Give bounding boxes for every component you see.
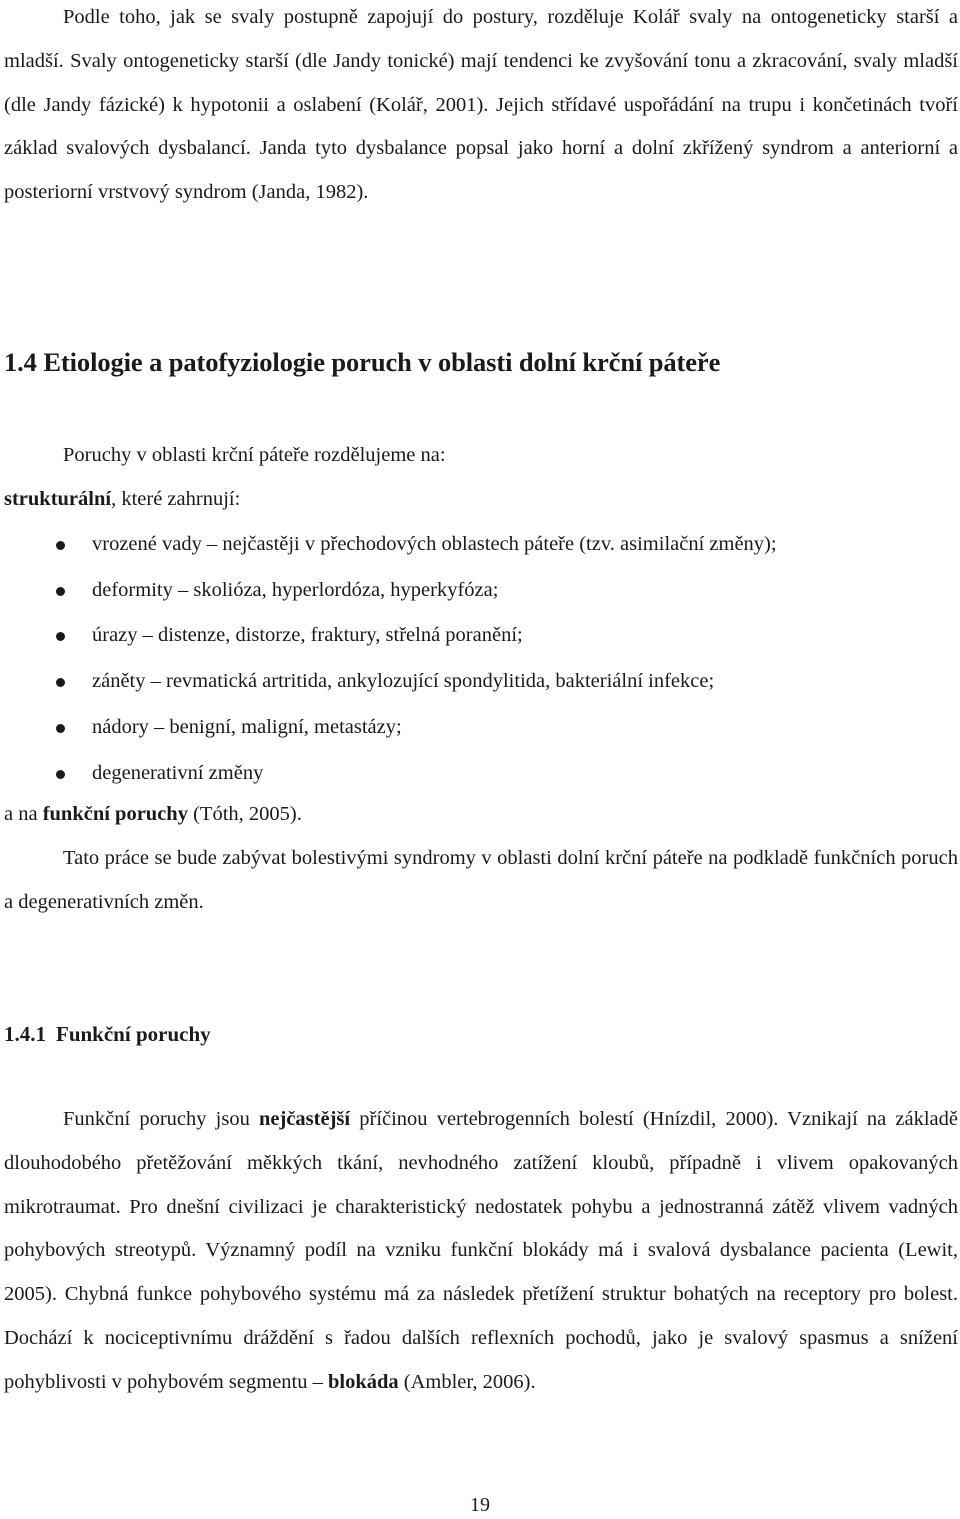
- section-title: Etiologie a patofyziologie poruch v oblasti dolní krční páteře: [43, 347, 721, 377]
- subsection-title: Funkční poruchy: [56, 1022, 211, 1046]
- structural-rest: , které zahrnují:: [111, 488, 241, 510]
- emphasis-most-common: nejčastější: [259, 1108, 351, 1130]
- disorder-list: [4, 522, 958, 796]
- structural-line: [4, 478, 958, 522]
- functional-term: funkční poruchy: [42, 803, 188, 825]
- bullet-icon: [56, 724, 65, 733]
- bullet-icon: [56, 587, 65, 596]
- functional-line: a na funkční poruchy (Tóth, 2005).: [4, 803, 302, 825]
- page-number: 19: [470, 1494, 490, 1516]
- paragraph-functional-disorders: Funkční poruchy jsou nejčastější příčinou vertebrogenních bolestí (Hnízdil, 2000). Vznikají na základě dlouhodobého přetěžování měkkých tkání, nevhodného zatížení kloubů, případně i vlivem opakovaných mikrotraumat. Pro dnešní civilizaci je charakteristický nedostatek pohybu a jednostranná zátěž vlivem vadných pohybových streotypů. Významný podíl na vzniku funkční blokády má i svalová dysbalance pacienta (Lewit, 2005). Chybná funkce pohybového systému má za následek přetížení struktur bohatých na receptory pro bolest. Dochází k nociceptivnímu dráždění s řadou dalších reflexních pochodů, jako je svalový spasmus a snížení pohyblivosti v pohybovém segmentu – blokáda (Ambler, 2006).: [4, 1108, 958, 1393]
- subsection-number: 1.4.1: [4, 1022, 46, 1046]
- section-number: 1.4: [4, 347, 37, 377]
- subsection-heading: [4, 1012, 211, 1056]
- bullet-icon: [56, 632, 65, 641]
- list-item: nádory – benigní, maligní, metastázy;: [4, 705, 958, 751]
- list-item: deformity – skolióza, hyperlordóza, hyperkyfóza;: [4, 568, 958, 614]
- bullet-icon: [56, 770, 65, 779]
- list-item: záněty – revmatická artritida, ankylozující spondylitida, bakteriální infekce;: [4, 659, 958, 705]
- intro-line: Poruchy v oblasti krční páteře rozdělujeme na:: [63, 444, 446, 466]
- emphasis-blokada: blokáda: [328, 1370, 399, 1393]
- list-item: vrozené vady – nejčastěji v přechodových oblastech páteře (tzv. asimilační změny);: [4, 522, 958, 568]
- structural-term: strukturální: [4, 488, 112, 510]
- paragraph-postura: Podle toho, jak se svaly postupně zapojují do postury, rozděluje Kolář svaly na ontogeneticky starší a mladší. Svaly ontogeneticky starší (dle Jandy tonické) mají tendenci ke zvyšování tonu a zkracování, svaly mladší (dle Jandy fázické) k hypotonii a oslabení (Kolář, 2001). Jejich střídavé uspořádání na trupu i končetinách tvoří základ svalových dysbalancí. Janda tyto dysbalance popsal jako horní a dolní zkřížený syndrom a anteriorní a posteriorní vrstvový syndrom (Janda, 1982).: [4, 6, 958, 204]
- list-item: úrazy – distenze, distorze, fraktury, střelná poranění;: [4, 613, 958, 659]
- list-item: degenerativní změny: [4, 751, 958, 797]
- section-heading: [4, 340, 720, 384]
- bullet-icon: [56, 678, 65, 687]
- bullet-icon: [56, 541, 65, 550]
- paragraph-scope: Tato práce se bude zabývat bolestivými syndromy v oblasti dolní krční páteře na podkladě funkčních poruch a degenerativních změn.: [4, 847, 958, 913]
